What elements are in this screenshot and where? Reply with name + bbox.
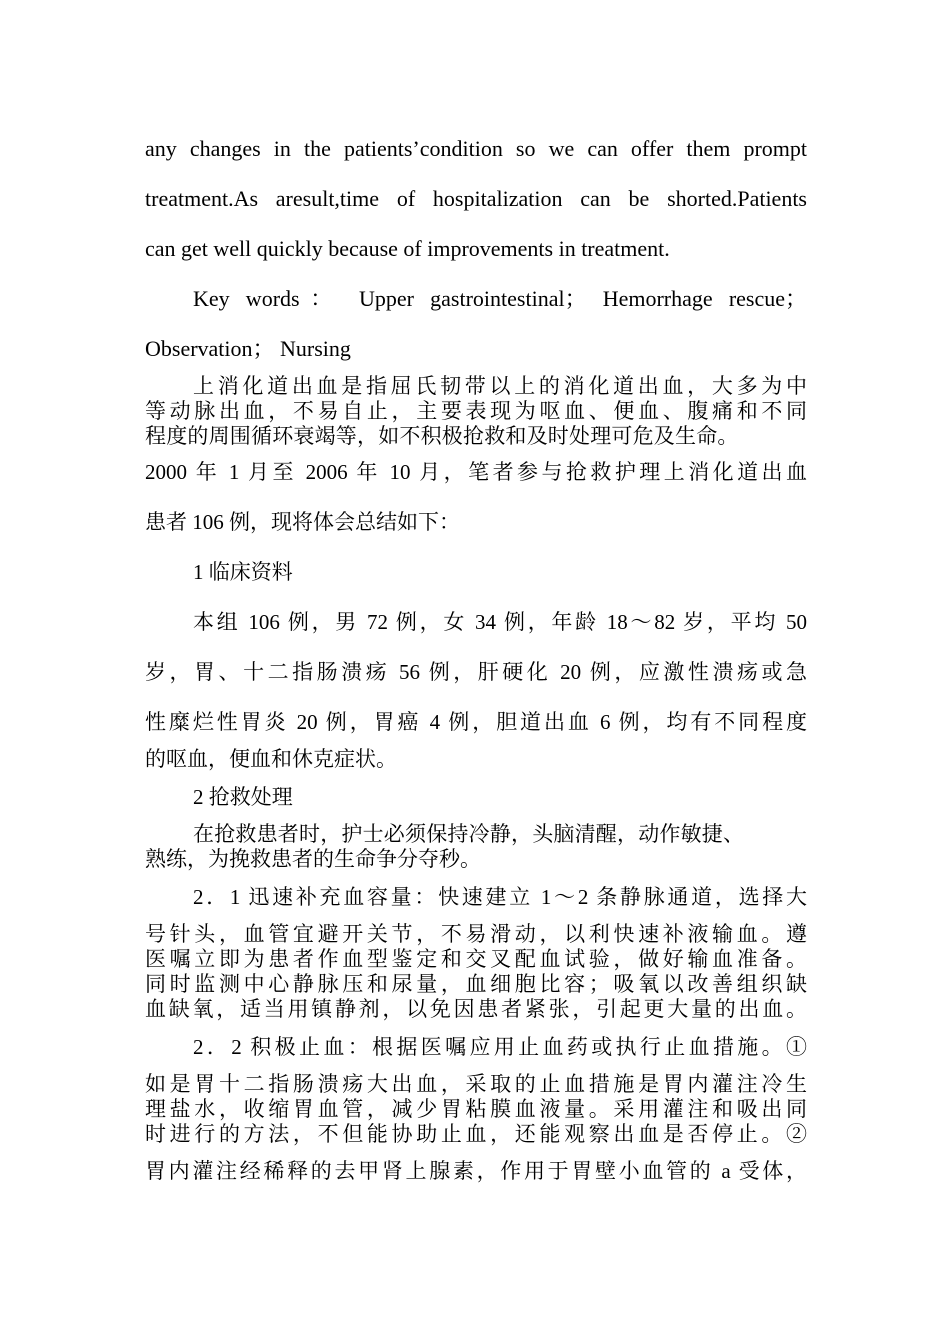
- rescue-line-1: 在抢救患者时，护士必须保持冷静，头脑清醒，动作敏捷、: [193, 822, 745, 846]
- section-heading-2: 2 抢救处理: [193, 785, 293, 809]
- section-2-1-line-1: 2．1 迅速补充血容量：快速建立 1～2 条静脉通道，选择大: [193, 885, 807, 909]
- section-2-2-line-2: 如是胃十二指肠溃疡大出血，采取的止血措施是胃内灌注冷生: [145, 1072, 807, 1096]
- abstract-line-2: treatment.As aresult,time of hospitalization can be shorted.Patients: [145, 186, 807, 211]
- abstract-line-3: can get well quickly because of improvements in treatment.: [145, 236, 670, 261]
- section-2-2-line-1: 2．2 积极止血：根据医嘱应用止血药或执行止血措施。①: [193, 1035, 807, 1059]
- intro-line-3: 程度的周围循环衰竭等，如不积极抢救和及时处理可危及生命。: [145, 424, 739, 448]
- section-2-2-line-3: 理盐水，收缩胃血管，减少胃粘膜血液量。采用灌注和吸出同: [145, 1097, 807, 1121]
- keywords-line-2: Observation； Nursing: [145, 336, 351, 361]
- keywords-line-1: Key words： Upper gastrointestinal； Hemorrhage rescue；: [193, 286, 807, 311]
- clinical-line-3: 性糜烂性胃炎 20 例，胃癌 4 例，胆道出血 6 例，均有不同程度: [145, 710, 807, 734]
- section-heading-1: 1 临床资料: [193, 560, 293, 584]
- intro-line-5: 患者 106 例，现将体会总结如下：: [145, 510, 460, 534]
- clinical-line-1: 本组 106 例，男 72 例，女 34 例，年龄 18～82 岁，平均 50: [193, 610, 807, 634]
- section-2-1-line-5: 血缺氧，适当用镇静剂，以免因患者紧张，引起更大量的出血。: [145, 997, 807, 1021]
- intro-line-1: 上消化道出血是指屈氏韧带以上的消化道出血，大多为中: [193, 374, 807, 398]
- rescue-line-2: 熟练，为挽救患者的生命争分夺秒。: [145, 847, 481, 871]
- intro-line-4: 2000 年 1 月至 2006 年 10 月，笔者参与抢救护理上消化道出血: [145, 460, 807, 484]
- section-2-2-line-4: 时进行的方法，不但能协助止血，还能观察出血是否停止。②: [145, 1122, 807, 1146]
- section-2-1-line-4: 同时监测中心静脉压和尿量，血细胞比容；吸氧以改善组织缺: [145, 972, 807, 996]
- section-2-1-line-2: 号针头，血管宜避开关节，不易滑动，以利快速补液输血。遵: [145, 922, 807, 946]
- abstract-line-1: any changes in the patients’condition so we can offer them prompt: [145, 136, 807, 161]
- intro-line-2: 等动脉出血，不易自止，主要表现为呕血、便血、腹痛和不同: [145, 399, 807, 423]
- clinical-line-4: 的呕血，便血和休克症状。: [145, 747, 397, 771]
- section-2-1-line-3: 医嘱立即为患者作血型鉴定和交叉配血试验，做好输血准备。: [145, 947, 807, 971]
- clinical-line-2: 岁，胃、十二指肠溃疡 56 例，肝硬化 20 例，应激性溃疡或急: [145, 660, 807, 684]
- section-2-2-line-5: 胃内灌注经稀释的去甲肾上腺素，作用于胃壁小血管的 a 受体，: [145, 1159, 807, 1183]
